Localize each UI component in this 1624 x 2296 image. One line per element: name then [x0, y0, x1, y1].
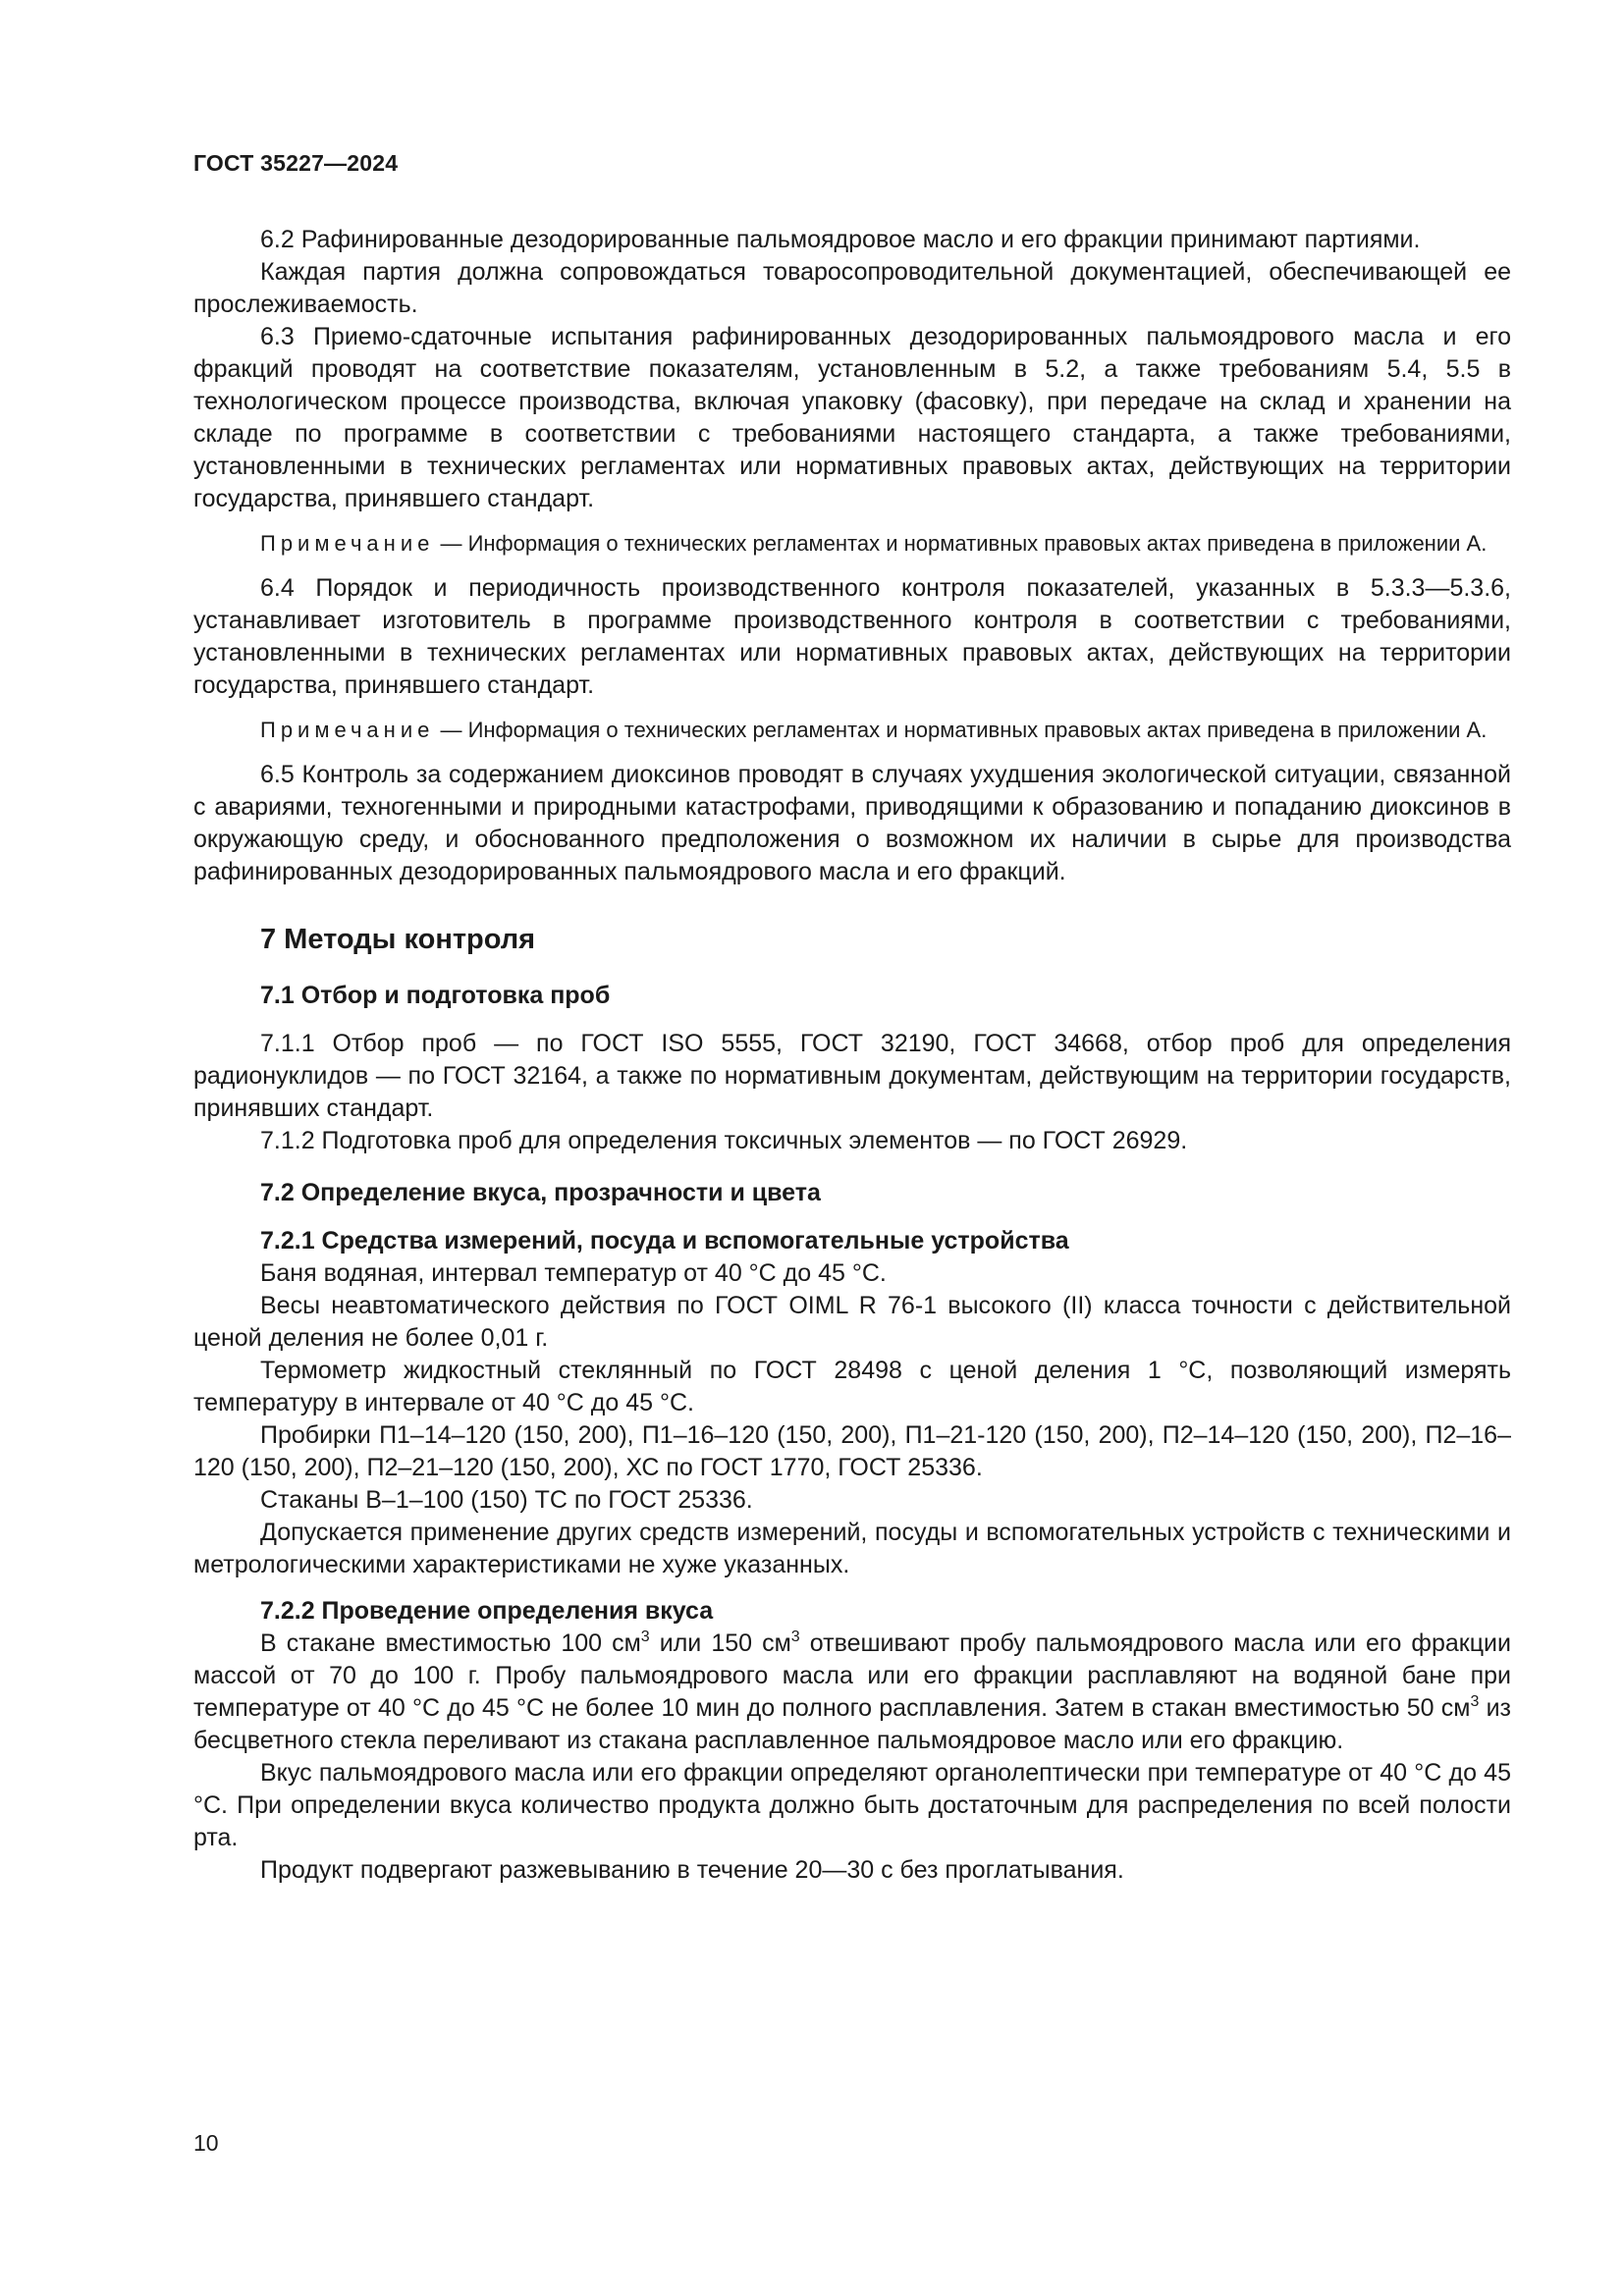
equipment-test-tubes: Пробирки П1–14–120 (150, 200), П1–16–120 (150, 200), П1–21-120 (150, 200), П2–14–120 (150, 200), П2–16–120 (150, 200), П2–21–120 (150, 200), ХС по ГОСТ 1770, ГОСТ 25336.	[193, 1421, 1511, 1481]
paragraph-6-4: 6.4 Порядок и периодичность производственного контроля показателей, указанных в 5.3.3—5.3.6, устанавливает изготовитель в программе производственного контроля в соответствии с требованиями, установленными в технических регламентах или нормативных правовых актах, действующих на территории государства, принявшего стандарт.	[193, 574, 1511, 699]
document-header: ГОСТ 35227—2024	[193, 150, 399, 176]
paragraph-7-2-2-taste: Вкус пальмоядрового масла или его фракции определяют органолептически при температуре от 40 °С до 45 °С. При определении вкуса количество продукта должно быть достаточным для распределения по всей полости рта.	[193, 1759, 1511, 1851]
paragraph-6-3: 6.3 Приемо-сдаточные испытания рафинированных дезодорированных пальмоядрового масла и его фракций проводят на соответствие показателям, установленным в 5.2, а также требованиям 5.4, 5.5 в технологическом процессе производства, включая упаковку (фасовку), при передаче на склад и хранении на складе по программе в соответствии с требованиями настоящего стандарта, а также требованиями, установленными в технических регламентах или нормативных правовых актах, действующих на территории государства, принявшего стандарт.	[193, 323, 1511, 512]
text-run: из бесцветного стекла переливают из стакана расплавленное пальмоядровое масло или его фракцию.	[193, 1694, 1512, 1754]
paragraph-7-1-2: 7.1.2 Подготовка проб для определения токсичных элементов — по ГОСТ 26929.	[260, 1127, 1188, 1154]
paragraph-6-5: 6.5 Контроль за содержанием диоксинов проводят в случаях ухудшения экологической ситуации, связанной с авариями, техногенными и природными катастрофами, приводящими к образованию и попаданию диоксинов в окружающую среду, и обоснованного предположения о возможном их наличии в сырье для производства рафинированных дезодорированных пальмоядрового масла и его фракций.	[193, 761, 1511, 885]
text-run: В стакане вместимостью 100 см	[260, 1629, 641, 1657]
note-label: Примечание	[260, 718, 435, 742]
page-number: 10	[193, 2130, 219, 2156]
superscript: 3	[640, 1629, 650, 1645]
subsection-7-1-heading: 7.1 Отбор и подготовка проб	[260, 982, 611, 1009]
paragraph-6-2-traceability: Каждая партия должна сопровождаться товаросопроводительной документацией, обеспечивающей ее прослеживаемость.	[193, 258, 1511, 318]
superscript: 3	[790, 1629, 800, 1645]
text-run: или 150 см	[649, 1629, 791, 1657]
equipment-scales: Весы неавтоматического действия по ГОСТ OIML R 76-1 высокого (II) класса точности с действительной ценой деления не более 0,01 г.	[193, 1292, 1511, 1352]
paragraph-6-2: 6.2 Рафинированные дезодорированные пальмоядровое масло и его фракции принимают партиями.	[260, 226, 1421, 253]
note-text: — Информация о технических регламентах и нормативных правовых актах приведена в приложении А.	[434, 531, 1488, 556]
paragraph-7-2-2-chewing: Продукт подвергают разжевыванию в течение 20—30 с без проглатывания.	[260, 1856, 1124, 1884]
subsection-7-2-1-heading: 7.2.1 Средства измерений, посуда и вспомогательные устройства	[260, 1227, 1069, 1255]
note-2	[193, 716, 1511, 745]
subsection-7-2-heading: 7.2 Определение вкуса, прозрачности и цвета	[260, 1179, 821, 1206]
paragraph-7-2-2-procedure	[193, 1628, 1511, 1757]
equipment-alternatives: Допускается применение других средств измерений, посуды и вспомогательных устройств с техническими и метрологическими характеристиками не хуже указанных.	[193, 1519, 1511, 1578]
paragraph-7-1-1: 7.1.1 Отбор проб — по ГОСТ ISO 5555, ГОСТ 32190, ГОСТ 34668, отбор проб для определения радионуклидов — по ГОСТ 32164, а также по нормативным документам, действующим на территории государств, принявших стандарт.	[193, 1030, 1511, 1122]
superscript: 3	[1470, 1693, 1480, 1710]
note-label: Примечание	[260, 531, 435, 556]
text-run: отвешивают пробу пальмоядрового масла или его фракции массой от 70 до 100 г. Пробу пальмоядрового масла или его фракции расплавляют на водяной бане при температуре от 40 °С до 45 °С не более 10 мин до полного расплавления. Затем в стакан вместимостью 50 см	[193, 1629, 1511, 1722]
equipment-thermometer: Термометр жидкостный стеклянный по ГОСТ 28498 с ценой деления 1 °С, позволяющий измерять температуру в интервале от 40 °С до 45 °С.	[193, 1357, 1511, 1416]
note-1	[193, 529, 1511, 559]
equipment-water-bath: Баня водяная, интервал температур от 40 °С до 45 °С.	[260, 1259, 887, 1287]
subsection-7-2-2-heading: 7.2.2 Проведение определения вкуса	[260, 1597, 714, 1625]
page-body	[193, 224, 1511, 1887]
note-text: — Информация о технических регламентах и нормативных правовых актах приведена в приложении А.	[434, 718, 1488, 742]
equipment-beakers: Стаканы В–1–100 (150) ТС по ГОСТ 25336.	[260, 1486, 753, 1514]
section-7-heading: 7 Методы контроля	[260, 924, 536, 955]
